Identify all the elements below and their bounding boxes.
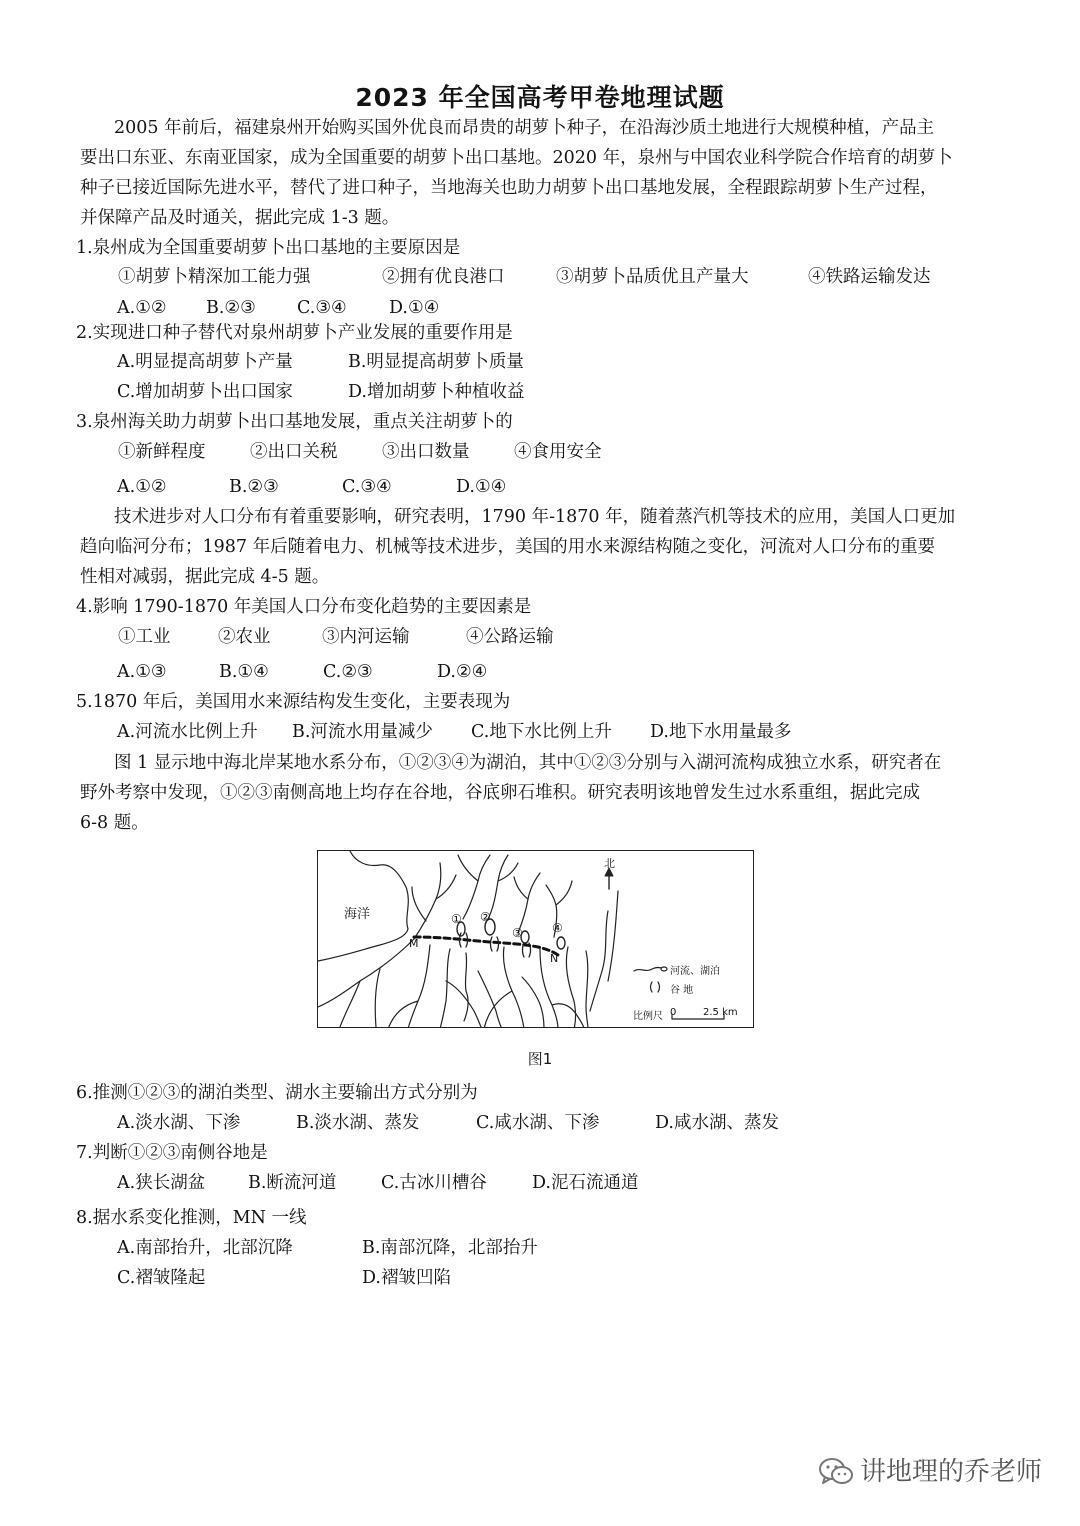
question-3-item: ③出口数量 (382, 442, 470, 462)
question-7-stem: 7.判断①②③南侧谷地是 (76, 1143, 268, 1163)
intro1-line-1: 2005 年前后，福建泉州开始购买国外优良而昂贵的胡萝卜种子，在沿海沙质土地进行大规模种植，产品主 (114, 118, 935, 138)
legend-river-label: 河流、湖泊 (670, 966, 720, 977)
option-b[interactable]: B.②③ (229, 477, 279, 497)
river (522, 977, 544, 1028)
mn-line (414, 937, 558, 955)
option-b[interactable]: B.河流水用量减少 (292, 722, 433, 742)
option-a[interactable]: A.①② (117, 477, 167, 497)
river (464, 953, 468, 1021)
river (608, 891, 618, 981)
question-4-stem: 4.影响 1790-1870 年美国人口分布变化趋势的主要因素是 (76, 597, 532, 617)
point-n: N (550, 952, 559, 965)
question-1-items (0, 265, 1080, 289)
question-8-options-row-1 (0, 1236, 1080, 1260)
river (375, 969, 380, 1027)
question-2-stem: 2.实现进口种子替代对泉州胡萝卜产业发展的重要作用是 (76, 323, 513, 343)
river (514, 877, 528, 899)
question-4-item: ④公路运输 (466, 627, 554, 647)
intro1-line-2: 要出口东亚、东南亚国家，成为全国重要的胡萝卜出口基地。2020 年，泉州与中国农业科学院合作培育的胡萝卜 (80, 148, 953, 168)
option-b[interactable]: B.①④ (219, 662, 269, 682)
option-d[interactable]: D.褶皱凹陷 (362, 1268, 451, 1288)
option-a[interactable]: A.狭长湖盆 (117, 1173, 206, 1193)
lake-4 (557, 937, 565, 949)
question-3-options (0, 475, 1080, 499)
question-8-stem: 8.据水系变化推测，MN 一线 (76, 1208, 307, 1228)
question-4-items (0, 625, 1080, 649)
lake-label-2: ② (480, 910, 491, 924)
option-d[interactable]: D.①④ (456, 477, 507, 497)
intro2-line-2: 趋向临河分布；1987 年后随着电力、机械等技术进步，美国的用水来源结构随之变化，河流对人口分布的重要 (80, 537, 936, 557)
option-a[interactable]: A.①③ (117, 662, 167, 682)
option-a[interactable]: A.①② (117, 298, 167, 318)
river (412, 887, 426, 921)
point-m: M (409, 937, 419, 950)
option-a[interactable]: A.淡水湖、下渗 (117, 1113, 241, 1133)
figure-caption: 图1 (527, 1050, 553, 1068)
option-b[interactable]: B.明显提高胡萝卜质量 (348, 352, 524, 372)
question-4-item: ③内河运输 (322, 627, 410, 647)
river (498, 863, 518, 881)
question-3-item: ②出口关税 (250, 442, 338, 462)
option-c[interactable]: C.地下水比例上升 (471, 722, 612, 742)
river (414, 863, 441, 939)
option-b[interactable]: B.南部沉降，北部抬升 (362, 1238, 538, 1258)
option-a[interactable]: A.南部抬升，北部沉降 (117, 1238, 293, 1258)
lake-label-1: ① (451, 912, 462, 926)
option-d[interactable]: D.①④ (389, 298, 440, 318)
scale-value: 2.5 km (703, 1007, 738, 1018)
question-6-options (0, 1111, 1080, 1135)
scale-zero: 0 (670, 1007, 677, 1018)
question-4-options (0, 660, 1080, 684)
intro1-line-3: 种子已接近国际先进水平，替代了进口种子，当地海关也助力胡萝卜出口基地发展，全程跟踪胡萝卜生产过程， (80, 178, 938, 198)
option-d[interactable]: D.②④ (437, 662, 488, 682)
option-c[interactable]: C.③④ (342, 477, 392, 497)
wechat-icon (818, 1456, 854, 1488)
question-3-items (0, 440, 1080, 464)
river (488, 855, 508, 919)
question-7-options (0, 1171, 1080, 1195)
option-d[interactable]: D.地下水用量最多 (650, 722, 792, 742)
question-1-stem: 1.泉州成为全国重要胡萝卜出口基地的主要原因是 (76, 238, 461, 258)
river (518, 873, 540, 933)
river (552, 1004, 584, 1028)
question-1-item: ②拥有优良港口 (382, 267, 505, 287)
river (503, 947, 524, 1028)
intro1-line-4: 并保障产品及时通关，据此完成 1-3 题。 (80, 208, 400, 228)
page-title: 2023 年全国高考甲卷地理试题 (355, 83, 725, 112)
option-c[interactable]: C.增加胡萝卜出口国家 (117, 382, 293, 402)
question-5-stem: 5.1870 年后，美国用水来源结构发生变化，主要表现为 (76, 692, 511, 712)
legend-river-symbol (634, 968, 664, 972)
question-1-item: ④铁路运输发达 (808, 267, 931, 287)
option-c[interactable]: C.褶皱隆起 (117, 1268, 206, 1288)
question-3-stem: 3.泉州海关助力胡萝卜出口基地发展，重点关注胡萝卜的 (76, 412, 513, 432)
question-1-options (0, 296, 1080, 320)
sea-label: 海洋 (344, 907, 371, 922)
question-2-options-row-1 (0, 350, 1080, 374)
drainage-map (318, 851, 754, 1028)
river (388, 1001, 418, 1028)
option-a[interactable]: A.河流水比例上升 (117, 722, 258, 742)
north-label: 北 (604, 857, 615, 870)
option-b[interactable]: B.断流河道 (248, 1173, 337, 1193)
question-4-item: ①工业 (118, 627, 171, 647)
river (484, 991, 512, 1028)
intro3-line-3: 6-8 题。 (80, 813, 149, 833)
figure-1-map (317, 850, 754, 1028)
question-6-stem: 6.推测①②③的湖泊类型、湖水主要输出方式分别为 (76, 1083, 478, 1103)
question-1-item: ①胡萝卜精深加工能力强 (118, 267, 311, 287)
question-4-item: ②农业 (218, 627, 271, 647)
option-d[interactable]: D.增加胡萝卜种植收益 (348, 382, 525, 402)
question-8-options-row-2 (0, 1266, 1080, 1290)
intro3-line-2: 野外考察中发现，①②③南侧高地上均存在谷地，谷底卵石堆积。研究表明该地曾发生过水系重组，据此完成 (80, 783, 920, 803)
option-c[interactable]: C.咸水湖、下渗 (476, 1113, 600, 1133)
option-c[interactable]: C.古冰川槽谷 (381, 1173, 487, 1193)
watermark-text: 讲地理的乔老师 (860, 1457, 1043, 1487)
river (586, 951, 588, 1028)
intro2-line-3: 性相对减弱，据此完成 4-5 题。 (80, 567, 330, 587)
river (556, 881, 572, 905)
intro2-line-1: 技术进步对人口分布有着重要影响，研究表明，1790 年-1870 年，随着蒸汽机等技术的应用，美国人口更加 (114, 507, 956, 527)
option-d[interactable]: D.泥石流通道 (532, 1173, 639, 1193)
lake-label-3: ③ (512, 926, 523, 940)
legend-valley-label: 谷 地 (670, 985, 694, 996)
option-c[interactable]: C.③④ (297, 298, 347, 318)
river (590, 911, 608, 1011)
question-3-item: ④食用安全 (514, 442, 602, 462)
option-b[interactable]: B.②③ (206, 298, 256, 318)
question-2-options-row-2 (0, 380, 1080, 404)
legend-valley-symbol (651, 982, 660, 992)
river (440, 949, 450, 1028)
river (478, 971, 502, 1028)
question-5-options (0, 720, 1080, 744)
option-c[interactable]: C.②③ (323, 662, 373, 682)
river (458, 855, 478, 881)
intro3-line-1: 图 1 显示地中海北岸某地水系分布，①②③④为湖泊，其中①②③分别与入湖河流构成独立水系，研究者在 (114, 753, 942, 773)
question-1-item: ③胡萝卜品质优且产量大 (556, 267, 749, 287)
option-b[interactable]: B.淡水湖、蒸发 (296, 1113, 420, 1133)
river (566, 947, 575, 1028)
scale-label: 比例尺 (633, 1011, 663, 1022)
river (408, 945, 430, 1028)
option-a[interactable]: A.明显提高胡萝卜产量 (117, 352, 293, 372)
option-d[interactable]: D.咸水湖、蒸发 (655, 1113, 779, 1133)
question-3-item: ①新鲜程度 (118, 442, 206, 462)
lake-label-4: ④ (552, 921, 563, 935)
